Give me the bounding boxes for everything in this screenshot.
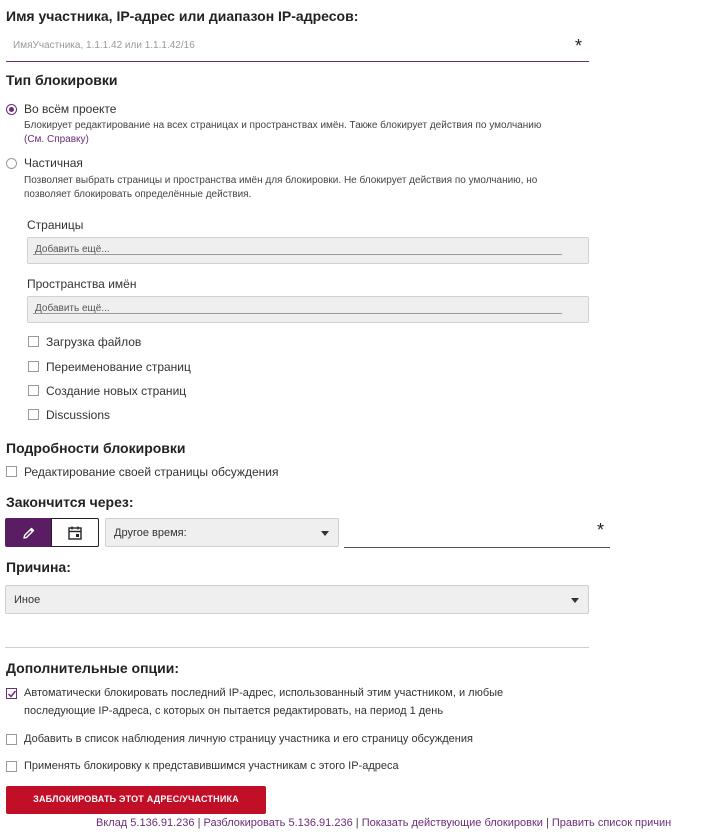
- expiry-select-value: Другое время:: [114, 527, 187, 539]
- radio-partial[interactable]: [6, 158, 17, 169]
- checkbox-autoblock[interactable]: [6, 688, 17, 699]
- checkbox-autoblock-label-2[interactable]: последующие IP-адреса, с которых он пытается редактировать, на период 1 день: [24, 705, 444, 717]
- pages-placeholder: Добавить ещё...: [35, 244, 110, 255]
- checkbox-move-label[interactable]: Переименование страниц: [46, 360, 191, 374]
- target-heading: Имя участника, IP-адрес или диапазон IP-адресов:: [6, 8, 359, 24]
- namespaces-placeholder: Добавить ещё...: [35, 303, 110, 314]
- contribs-link[interactable]: Вклад 5.136.91.236: [96, 817, 195, 829]
- required-asterisk: *: [574, 36, 582, 56]
- details-heading: Подробности блокировки: [6, 440, 186, 456]
- sitewide-description: Блокирует редактирование на всех страницах и пространствах имён. Также блокирует действия по умолчанию: [24, 120, 542, 131]
- checkbox-discussions-label[interactable]: Discussions: [46, 408, 111, 422]
- checkbox-autoblock-label-1[interactable]: Автоматически блокировать последний IP-адрес, использованный этим участником, и любые: [24, 687, 504, 699]
- expiry-mode-calendar-button[interactable]: [51, 518, 99, 547]
- footer-links: [96, 817, 671, 829]
- pages-underline: [33, 254, 562, 255]
- chevron-down-icon: [571, 598, 579, 603]
- partial-description-2: позволяет блокировать определённые действия.: [24, 189, 252, 200]
- pages-label: Страницы: [27, 218, 84, 232]
- checkbox-watch[interactable]: [6, 734, 17, 745]
- block-submit-label: ЗАБЛОКИРОВАТЬ ЭТОТ АДРЕС/УЧАСТНИКА: [33, 794, 239, 804]
- pages-input[interactable]: [27, 237, 589, 264]
- checkbox-discussions[interactable]: [28, 409, 39, 420]
- checkbox-own-talk-label[interactable]: Редактирование своей страницы обсуждения: [24, 465, 279, 479]
- radio-partial-label[interactable]: Частичная: [24, 156, 83, 170]
- active-blocks-link[interactable]: Показать действующие блокировки: [361, 817, 543, 829]
- target-input-placeholder: ИмяУчастника, 1.1.1.42 или 1.1.1.42/16: [13, 40, 195, 51]
- footer-separator: |: [194, 817, 204, 829]
- expiry-other-input[interactable]: [344, 518, 610, 548]
- options-heading: Дополнительные опции:: [6, 660, 180, 676]
- checkbox-watch-label[interactable]: Добавить в список наблюдения личную страницу участника и его страницу обсуждения: [24, 733, 473, 745]
- namespaces-underline: [33, 313, 562, 314]
- partial-description-1: Позволяет выбрать страницы и пространства имён для блокировки. Не блокирует действия по умолчанию, но: [24, 175, 538, 186]
- required-asterisk: *: [596, 520, 604, 540]
- block-type-heading: Тип блокировки: [6, 72, 118, 88]
- checkbox-hardblock[interactable]: [6, 761, 17, 772]
- checkbox-hardblock-label[interactable]: Применять блокировку к представившимся участникам с этого IP-адреса: [24, 760, 399, 772]
- expiry-select[interactable]: [105, 518, 339, 547]
- expiry-heading: Закончится через:: [6, 494, 134, 510]
- checkbox-create[interactable]: [28, 385, 39, 396]
- radio-sitewide[interactable]: [6, 104, 17, 115]
- checkbox-create-label[interactable]: Создание новых страниц: [46, 384, 187, 398]
- block-submit-button[interactable]: [6, 786, 266, 814]
- expiry-mode-text-button[interactable]: [5, 518, 52, 547]
- radio-sitewide-label[interactable]: Во всём проекте: [24, 102, 117, 116]
- checkbox-upload-label[interactable]: Загрузка файлов: [46, 335, 142, 349]
- chevron-down-icon: [321, 531, 329, 536]
- divider: [5, 647, 589, 648]
- checkbox-own-talk[interactable]: [6, 466, 17, 477]
- footer-separator: |: [352, 817, 362, 829]
- target-input[interactable]: [6, 34, 589, 62]
- checkbox-move[interactable]: [28, 361, 39, 372]
- reason-select[interactable]: [5, 585, 589, 614]
- footer-separator: |: [542, 817, 552, 829]
- pencil-icon: [21, 525, 37, 541]
- reason-select-value: Иное: [14, 594, 41, 606]
- checkbox-upload[interactable]: [28, 336, 39, 347]
- unblock-link[interactable]: Разблокировать 5.136.91.236: [203, 817, 353, 829]
- help-link[interactable]: (См. Справку): [24, 134, 89, 145]
- namespaces-input[interactable]: [27, 296, 589, 323]
- checkmark-icon: [7, 689, 17, 699]
- calendar-icon: [67, 525, 83, 541]
- reason-heading: Причина:: [6, 559, 71, 575]
- namespaces-label: Пространства имён: [27, 277, 137, 291]
- edit-reasons-link[interactable]: Править список причин: [551, 817, 672, 829]
